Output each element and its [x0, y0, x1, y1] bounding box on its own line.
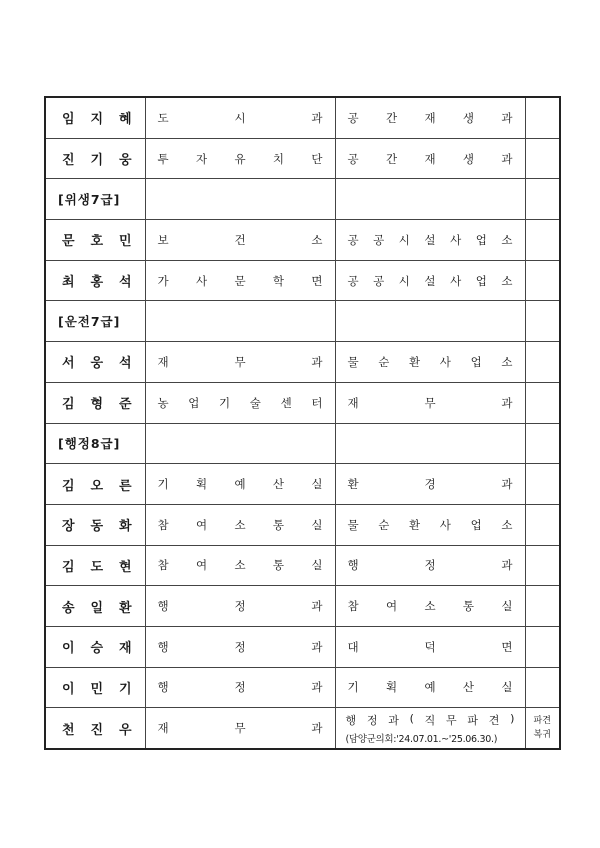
- from-dept: 투 자 유 치 단: [157, 151, 323, 166]
- to-dept: 공 간 재 생 과: [347, 151, 513, 166]
- table-row: [45, 708, 560, 749]
- note-text: [526, 714, 560, 742]
- table-row: [45, 382, 560, 423]
- from-dept: 참 여 소 통 실: [157, 517, 323, 532]
- name-cell: [45, 708, 145, 749]
- person-name: 이 승 재: [62, 641, 132, 657]
- grade-header-row: [45, 301, 560, 342]
- table-row: [45, 667, 560, 708]
- from-dept: 재 무 과: [157, 354, 323, 369]
- table-row: [45, 504, 560, 545]
- name-cell: [45, 260, 145, 301]
- grade-header-row: [45, 423, 560, 464]
- person-name: 문 호 민: [62, 234, 132, 250]
- to-dept: 물 순 환 사 업 소: [347, 517, 513, 532]
- table-row: [45, 220, 560, 261]
- from-dept-cell: [145, 464, 335, 505]
- from-dept-cell: [145, 626, 335, 667]
- from-dept-cell: [145, 545, 335, 586]
- to-dept-cell: [335, 464, 525, 505]
- to-dept-cell: [335, 423, 525, 464]
- to-dept-cell: [335, 626, 525, 667]
- note-cell: [525, 423, 560, 464]
- note-line: 파견: [533, 716, 551, 727]
- from-dept-cell: [145, 423, 335, 464]
- name-cell: [45, 626, 145, 667]
- note-cell: [525, 586, 560, 627]
- from-dept-cell: [145, 260, 335, 301]
- note-cell: [525, 464, 560, 505]
- from-dept-cell: [145, 97, 335, 138]
- name-cell: [45, 545, 145, 586]
- from-dept: 기 획 예 산 실: [157, 477, 323, 492]
- to-dept: 공 공 시 설 사 업 소: [347, 232, 513, 247]
- name-cell: [45, 586, 145, 627]
- to-dept: 공 간 재 생 과: [347, 110, 513, 125]
- to-dept: 기 획 예 산 실: [347, 680, 513, 695]
- to-dept-cell: [335, 504, 525, 545]
- note-cell: [525, 504, 560, 545]
- person-name: 천 진 우: [62, 722, 132, 738]
- note-cell: [525, 97, 560, 138]
- table-row: [45, 138, 560, 179]
- table-row: [45, 260, 560, 301]
- note-cell: [525, 382, 560, 423]
- to-dept: 환 경 과: [347, 477, 513, 492]
- person-name: 장 동 화: [62, 519, 132, 535]
- table-row: [45, 342, 560, 383]
- person-name: 송 일 환: [62, 600, 132, 616]
- grade-header-row: [45, 179, 560, 220]
- table-row: [45, 97, 560, 138]
- from-dept-cell: [145, 708, 335, 749]
- from-dept: 행 정 과: [157, 639, 323, 654]
- grade-label: [위생7급]: [58, 192, 121, 208]
- to-dept: 재 무 과: [347, 395, 513, 410]
- from-dept: 가 사 문 학 면: [157, 273, 323, 288]
- to-dept: 행 정 과: [347, 558, 513, 573]
- from-dept-cell: [145, 586, 335, 627]
- to-dept-cell: [335, 179, 525, 220]
- from-dept: 행 정 과: [157, 680, 323, 695]
- name-cell: [45, 97, 145, 138]
- name-cell: [45, 138, 145, 179]
- note-cell: [525, 667, 560, 708]
- table-row: [45, 545, 560, 586]
- name-cell: [45, 423, 145, 464]
- from-dept: 농 업 기 술 센 터: [157, 395, 323, 410]
- note-cell: [525, 301, 560, 342]
- to-dept-cell: [335, 382, 525, 423]
- to-dept-cell: [335, 260, 525, 301]
- table-row: [45, 464, 560, 505]
- name-cell: [45, 301, 145, 342]
- from-dept-cell: [145, 504, 335, 545]
- to-dept-cell: [335, 586, 525, 627]
- to-dept: 공 공 시 설 사 업 소: [347, 273, 513, 288]
- person-name: 최 홍 석: [62, 275, 132, 291]
- name-cell: [45, 464, 145, 505]
- name-cell: [45, 342, 145, 383]
- table-row: [45, 586, 560, 627]
- from-dept-cell: [145, 342, 335, 383]
- name-cell: [45, 382, 145, 423]
- table-row: [45, 626, 560, 667]
- to-dept-cell: [335, 342, 525, 383]
- name-cell: [45, 667, 145, 708]
- grade-label: [행정8급]: [58, 436, 121, 452]
- to-dept-block: [336, 712, 525, 745]
- note-cell: [525, 179, 560, 220]
- note-cell: [525, 545, 560, 586]
- to-dept: 대 덕 면: [347, 639, 513, 654]
- personnel-table-body: [45, 97, 560, 749]
- note-cell: [525, 260, 560, 301]
- to-dept-cell: [335, 708, 525, 749]
- grade-label: [운전7급]: [58, 314, 121, 330]
- to-dept-cell: [335, 667, 525, 708]
- from-dept: 도 시 과: [157, 110, 323, 125]
- person-name: 김 형 준: [62, 397, 132, 413]
- from-dept-cell: [145, 179, 335, 220]
- to-dept-cell: [335, 138, 525, 179]
- to-dept: 행 정 과 ( 직 무 파 견 ): [345, 711, 515, 727]
- to-dept-cell: [335, 545, 525, 586]
- note-cell: [525, 626, 560, 667]
- from-dept-cell: [145, 667, 335, 708]
- from-dept: 보 건 소: [157, 232, 323, 247]
- name-cell: [45, 504, 145, 545]
- to-dept-cell: [335, 220, 525, 261]
- person-name: 김 오 른: [62, 478, 132, 494]
- person-name: 임 지 혜: [62, 112, 132, 128]
- name-cell: [45, 220, 145, 261]
- person-name: 진 기 웅: [62, 153, 132, 169]
- from-dept: 행 정 과: [157, 599, 323, 614]
- personnel-table: [44, 96, 561, 750]
- person-name: 서 웅 석: [62, 356, 132, 372]
- from-dept-cell: [145, 382, 335, 423]
- from-dept: 재 무 과: [157, 721, 323, 736]
- to-dept-detail: (담양군의회:'24.07.01.~'25.06.30.): [345, 733, 498, 745]
- to-dept-cell: [335, 301, 525, 342]
- person-name: 김 도 현: [62, 559, 132, 575]
- to-dept: 참 여 소 통 실: [347, 599, 513, 614]
- note-line: 복귀: [533, 730, 551, 741]
- from-dept-cell: [145, 301, 335, 342]
- name-cell: [45, 179, 145, 220]
- note-cell: [525, 342, 560, 383]
- note-cell: [525, 138, 560, 179]
- to-dept: 물 순 환 사 업 소: [347, 354, 513, 369]
- note-cell: [525, 220, 560, 261]
- from-dept-cell: [145, 220, 335, 261]
- person-name: 이 민 기: [62, 681, 132, 697]
- from-dept: 참 여 소 통 실: [157, 558, 323, 573]
- from-dept-cell: [145, 138, 335, 179]
- note-cell: [525, 708, 560, 749]
- to-dept-cell: [335, 97, 525, 138]
